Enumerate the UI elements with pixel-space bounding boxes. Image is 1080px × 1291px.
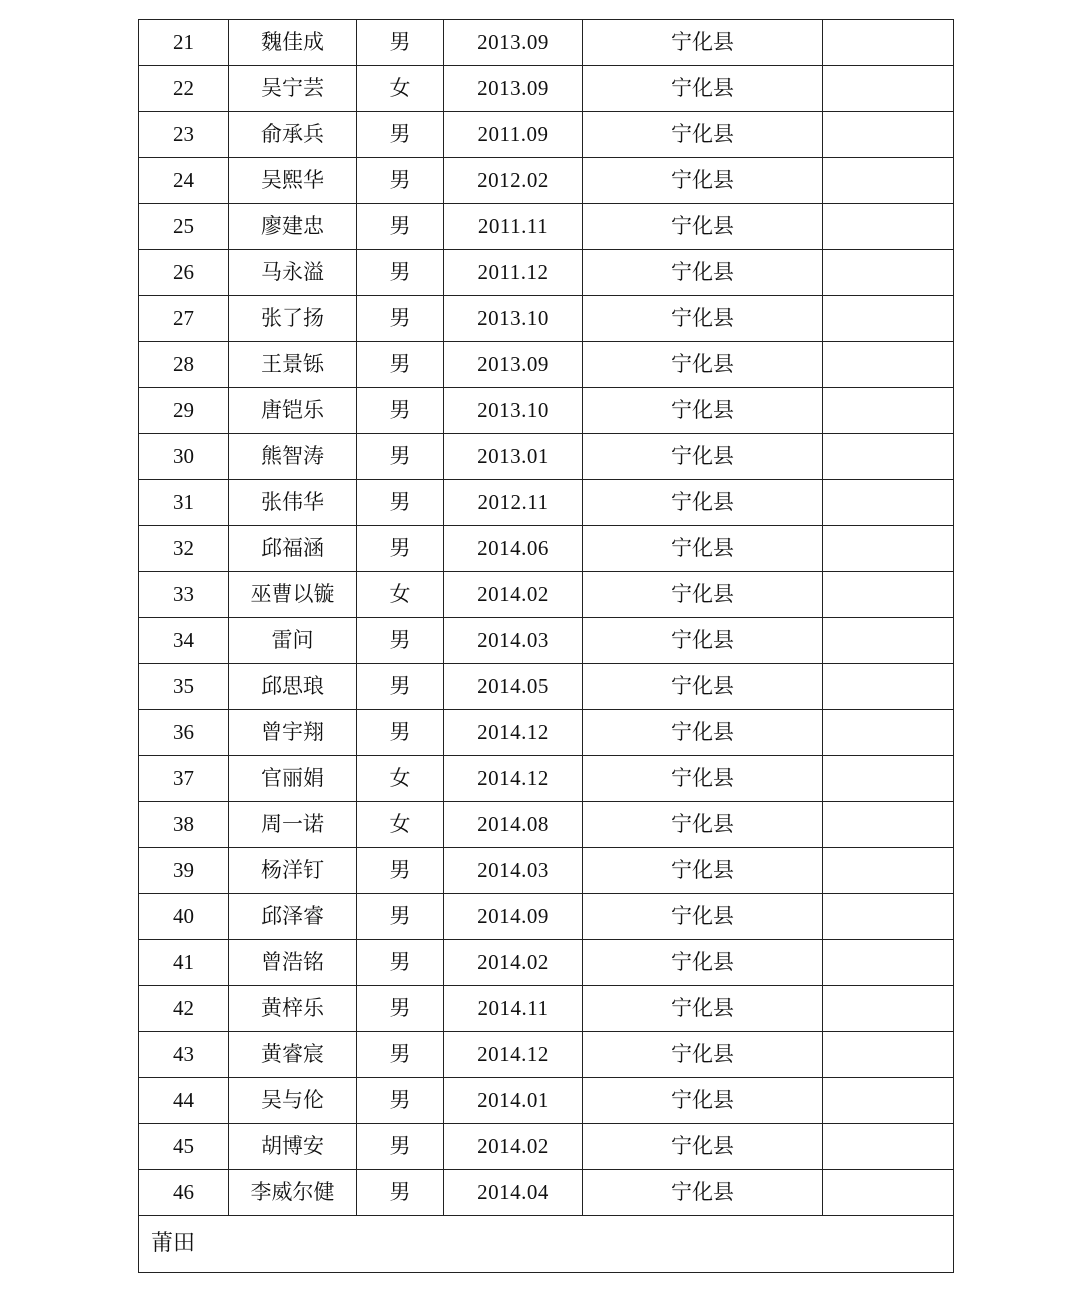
cell-county: 宁化县	[583, 572, 823, 618]
cell-gender: 男	[357, 158, 444, 204]
cell-county: 宁化县	[583, 526, 823, 572]
cell-county: 宁化县	[583, 802, 823, 848]
cell-county: 宁化县	[583, 434, 823, 480]
cell-date: 2014.04	[444, 1170, 583, 1216]
cell-gender: 男	[357, 618, 444, 664]
table-row	[139, 204, 954, 250]
table-row	[139, 710, 954, 756]
table-row	[139, 66, 954, 112]
table-row	[139, 940, 954, 986]
cell-date: 2014.06	[444, 526, 583, 572]
cell-note	[823, 20, 954, 66]
cell-name: 吴宁芸	[229, 66, 357, 112]
cell-note	[823, 986, 954, 1032]
cell-county: 宁化县	[583, 940, 823, 986]
table-row	[139, 1032, 954, 1078]
cell-number: 45	[139, 1124, 229, 1170]
cell-date: 2014.02	[444, 1124, 583, 1170]
cell-number: 35	[139, 664, 229, 710]
cell-number: 46	[139, 1170, 229, 1216]
cell-date: 2014.03	[444, 618, 583, 664]
cell-note	[823, 1170, 954, 1216]
cell-note	[823, 618, 954, 664]
cell-note	[823, 1078, 954, 1124]
cell-gender: 男	[357, 250, 444, 296]
cell-gender: 男	[357, 710, 444, 756]
cell-number: 29	[139, 388, 229, 434]
cell-date: 2011.12	[444, 250, 583, 296]
cell-number: 25	[139, 204, 229, 250]
cell-number: 22	[139, 66, 229, 112]
cell-date: 2014.01	[444, 1078, 583, 1124]
cell-gender: 女	[357, 802, 444, 848]
cell-gender: 女	[357, 756, 444, 802]
cell-county: 宁化县	[583, 1170, 823, 1216]
cell-gender: 男	[357, 1032, 444, 1078]
region-row	[139, 1216, 954, 1273]
cell-name: 廖建忠	[229, 204, 357, 250]
cell-name: 李威尔健	[229, 1170, 357, 1216]
cell-date: 2014.02	[444, 572, 583, 618]
cell-number: 37	[139, 756, 229, 802]
table-row	[139, 572, 954, 618]
cell-number: 31	[139, 480, 229, 526]
cell-number: 39	[139, 848, 229, 894]
cell-note	[823, 342, 954, 388]
cell-number: 24	[139, 158, 229, 204]
cell-gender: 男	[357, 480, 444, 526]
table-row	[139, 250, 954, 296]
table-row	[139, 480, 954, 526]
cell-name: 唐铠乐	[229, 388, 357, 434]
cell-note	[823, 664, 954, 710]
cell-county: 宁化县	[583, 1032, 823, 1078]
cell-name: 邱泽睿	[229, 894, 357, 940]
cell-county: 宁化县	[583, 342, 823, 388]
cell-name: 吴与伦	[229, 1078, 357, 1124]
cell-date: 2014.02	[444, 940, 583, 986]
cell-gender: 男	[357, 1124, 444, 1170]
cell-number: 30	[139, 434, 229, 480]
cell-gender: 男	[357, 986, 444, 1032]
cell-county: 宁化县	[583, 1124, 823, 1170]
cell-name: 杨洋钉	[229, 848, 357, 894]
cell-date: 2014.12	[444, 756, 583, 802]
region-heading: 莆田	[139, 1216, 954, 1273]
cell-note	[823, 572, 954, 618]
cell-name: 王景铄	[229, 342, 357, 388]
cell-gender: 男	[357, 204, 444, 250]
cell-gender: 男	[357, 434, 444, 480]
cell-name: 官丽娟	[229, 756, 357, 802]
cell-gender: 女	[357, 572, 444, 618]
cell-gender: 女	[357, 66, 444, 112]
cell-gender: 男	[357, 526, 444, 572]
cell-gender: 男	[357, 112, 444, 158]
cell-county: 宁化县	[583, 848, 823, 894]
cell-number: 28	[139, 342, 229, 388]
cell-date: 2014.03	[444, 848, 583, 894]
cell-county: 宁化县	[583, 710, 823, 756]
table-row	[139, 158, 954, 204]
cell-gender: 男	[357, 388, 444, 434]
cell-gender: 男	[357, 848, 444, 894]
cell-note	[823, 250, 954, 296]
cell-gender: 男	[357, 940, 444, 986]
cell-date: 2014.05	[444, 664, 583, 710]
cell-gender: 男	[357, 20, 444, 66]
cell-county: 宁化县	[583, 388, 823, 434]
cell-number: 26	[139, 250, 229, 296]
table-row	[139, 112, 954, 158]
table-row	[139, 756, 954, 802]
cell-county: 宁化县	[583, 250, 823, 296]
table-row	[139, 894, 954, 940]
cell-name: 张伟华	[229, 480, 357, 526]
cell-number: 33	[139, 572, 229, 618]
cell-note	[823, 802, 954, 848]
cell-name: 雷问	[229, 618, 357, 664]
cell-date: 2013.01	[444, 434, 583, 480]
cell-name: 邱思琅	[229, 664, 357, 710]
cell-note	[823, 296, 954, 342]
cell-number: 42	[139, 986, 229, 1032]
cell-date: 2012.11	[444, 480, 583, 526]
cell-name: 吴熙华	[229, 158, 357, 204]
cell-name: 巫曹以镟	[229, 572, 357, 618]
table-row	[139, 1124, 954, 1170]
cell-number: 36	[139, 710, 229, 756]
cell-number: 41	[139, 940, 229, 986]
cell-note	[823, 894, 954, 940]
roster-table	[138, 19, 954, 1273]
cell-name: 胡博安	[229, 1124, 357, 1170]
cell-name: 熊智涛	[229, 434, 357, 480]
cell-date: 2014.08	[444, 802, 583, 848]
table-row	[139, 986, 954, 1032]
cell-county: 宁化县	[583, 296, 823, 342]
cell-note	[823, 434, 954, 480]
cell-name: 曾浩铭	[229, 940, 357, 986]
table-row	[139, 526, 954, 572]
cell-note	[823, 480, 954, 526]
cell-county: 宁化县	[583, 618, 823, 664]
table-row	[139, 1170, 954, 1216]
cell-county: 宁化县	[583, 756, 823, 802]
cell-date: 2013.09	[444, 66, 583, 112]
cell-note	[823, 112, 954, 158]
cell-date: 2013.10	[444, 296, 583, 342]
table-row	[139, 296, 954, 342]
cell-name: 张了扬	[229, 296, 357, 342]
cell-county: 宁化县	[583, 1078, 823, 1124]
cell-county: 宁化县	[583, 66, 823, 112]
cell-gender: 男	[357, 296, 444, 342]
cell-name: 黄梓乐	[229, 986, 357, 1032]
cell-name: 魏佳成	[229, 20, 357, 66]
cell-name: 曾宇翔	[229, 710, 357, 756]
cell-county: 宁化县	[583, 204, 823, 250]
cell-gender: 男	[357, 342, 444, 388]
cell-note	[823, 526, 954, 572]
cell-gender: 男	[357, 1170, 444, 1216]
cell-county: 宁化县	[583, 480, 823, 526]
cell-number: 43	[139, 1032, 229, 1078]
cell-date: 2014.09	[444, 894, 583, 940]
cell-note	[823, 158, 954, 204]
cell-number: 44	[139, 1078, 229, 1124]
cell-date: 2013.10	[444, 388, 583, 434]
cell-note	[823, 710, 954, 756]
cell-number: 40	[139, 894, 229, 940]
cell-name: 邱福涵	[229, 526, 357, 572]
cell-county: 宁化县	[583, 664, 823, 710]
cell-number: 21	[139, 20, 229, 66]
cell-note	[823, 940, 954, 986]
table-row	[139, 802, 954, 848]
table-row	[139, 434, 954, 480]
cell-date: 2013.09	[444, 342, 583, 388]
cell-name: 周一诺	[229, 802, 357, 848]
cell-date: 2014.11	[444, 986, 583, 1032]
cell-county: 宁化县	[583, 158, 823, 204]
cell-name: 黄睿宸	[229, 1032, 357, 1078]
cell-number: 27	[139, 296, 229, 342]
table-row	[139, 20, 954, 66]
cell-name: 马永溢	[229, 250, 357, 296]
cell-date: 2011.09	[444, 112, 583, 158]
cell-date: 2011.11	[444, 204, 583, 250]
cell-date: 2014.12	[444, 710, 583, 756]
table-row	[139, 388, 954, 434]
cell-note	[823, 1032, 954, 1078]
table-row	[139, 342, 954, 388]
cell-date: 2014.12	[444, 1032, 583, 1078]
cell-gender: 男	[357, 1078, 444, 1124]
table-row	[139, 664, 954, 710]
table-row	[139, 848, 954, 894]
cell-county: 宁化县	[583, 20, 823, 66]
cell-county: 宁化县	[583, 894, 823, 940]
cell-note	[823, 66, 954, 112]
cell-number: 32	[139, 526, 229, 572]
cell-note	[823, 388, 954, 434]
cell-note	[823, 756, 954, 802]
cell-gender: 男	[357, 894, 444, 940]
cell-county: 宁化县	[583, 112, 823, 158]
cell-number: 34	[139, 618, 229, 664]
cell-note	[823, 204, 954, 250]
cell-gender: 男	[357, 664, 444, 710]
cell-number: 23	[139, 112, 229, 158]
table-row	[139, 618, 954, 664]
roster-body	[139, 20, 954, 1273]
cell-date: 2013.09	[444, 20, 583, 66]
cell-name: 俞承兵	[229, 112, 357, 158]
cell-date: 2012.02	[444, 158, 583, 204]
cell-number: 38	[139, 802, 229, 848]
cell-note	[823, 1124, 954, 1170]
cell-note	[823, 848, 954, 894]
cell-county: 宁化县	[583, 986, 823, 1032]
table-row	[139, 1078, 954, 1124]
